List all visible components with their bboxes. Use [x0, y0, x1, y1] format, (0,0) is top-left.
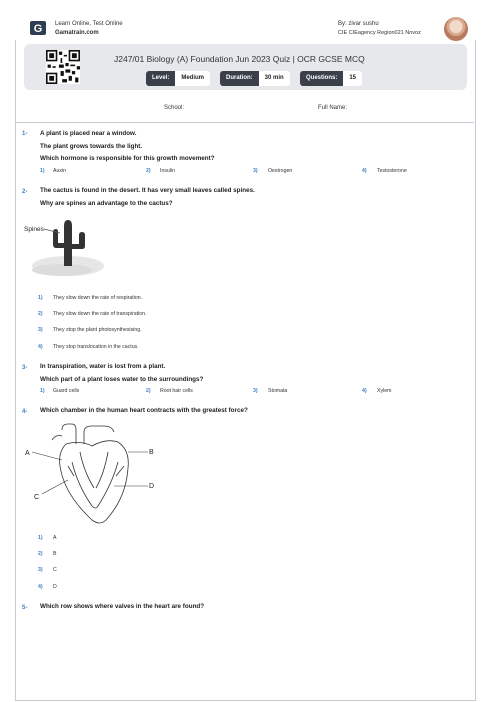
quiz-title: J247/01 Biology (A) Foundation Jun 2023 Quiz | OCR GCSE MCQ — [114, 54, 365, 64]
question-2-line-1: The cactus is found in the desert. It has very small leaves called spines. — [40, 187, 255, 194]
logo-letter: G — [33, 23, 43, 35]
question-3-line-2: Which part of a plant loses water to the surroundings? — [40, 376, 204, 383]
option-number[interactable]: 2) — [146, 168, 151, 174]
heart-label-d: D — [149, 483, 155, 490]
question-2-line-2: Why are spines an advantage to the cactus? — [40, 200, 173, 207]
option-number[interactable]: 3) — [253, 388, 258, 394]
option-text[interactable]: They slow down the rate of transpiration. — [53, 311, 147, 317]
option-text[interactable]: Insulin — [160, 168, 175, 174]
heart-diagram — [22, 422, 162, 526]
option-text[interactable]: They stop the plant photosynthesising. — [53, 327, 142, 333]
duration-label: Duration: — [220, 71, 259, 86]
option-text[interactable]: A — [53, 535, 57, 541]
option-text[interactable]: Auxin — [53, 168, 66, 174]
level-pill — [146, 71, 210, 86]
duration-pill — [220, 71, 290, 86]
option-number[interactable]: 3) — [38, 567, 43, 573]
level-value: Medium — [175, 71, 210, 86]
qr-code-icon — [46, 50, 80, 84]
option-number[interactable]: 3) — [38, 327, 43, 333]
option-number[interactable]: 1) — [38, 535, 43, 541]
option-text[interactable]: C — [53, 567, 57, 573]
option-text[interactable]: Testosterone — [377, 168, 407, 174]
option-text[interactable]: Root hair cells — [160, 388, 193, 394]
option-number[interactable]: 1) — [38, 295, 43, 301]
question-3-line-1: In transpiration, water is lost from a plant. — [40, 363, 166, 370]
option-number[interactable]: 4) — [362, 168, 367, 174]
spines-label: Spines — [24, 226, 44, 233]
school-label: School: — [164, 105, 185, 111]
level-label: Level: — [146, 71, 175, 86]
option-text[interactable]: Stomata — [268, 388, 288, 394]
option-number[interactable]: 1) — [40, 388, 45, 394]
cactus-figure — [22, 214, 114, 280]
question-number: 5- — [22, 605, 28, 611]
author-agency: CIE CIEagency Region021 Nnvoz — [338, 30, 421, 36]
option-text[interactable]: They stop translocation in the cactus. — [53, 344, 139, 350]
brand-site[interactable]: Gamatrain.com — [55, 30, 99, 36]
heart-label-b: B — [149, 449, 154, 456]
option-number[interactable]: 2) — [38, 551, 43, 557]
question-number: 1- — [22, 131, 28, 137]
questions-pill — [300, 71, 362, 86]
option-text[interactable]: Xylem — [377, 388, 392, 394]
questions-label: Questions: — [300, 71, 343, 86]
option-text[interactable]: Guard cells — [53, 388, 80, 394]
question-number: 2- — [22, 189, 28, 195]
page-frame — [15, 40, 476, 701]
full-name-label: Full Name: — [318, 105, 348, 111]
question-5-line-1: Which row shows where valves in the heart are found? — [40, 603, 205, 610]
gamatrain-logo — [30, 21, 46, 35]
option-text[interactable]: They slow down the rate of respiration. — [53, 295, 143, 301]
avatar — [444, 17, 468, 41]
option-text[interactable]: B — [53, 551, 57, 557]
divider — [15, 122, 474, 123]
question-number: 4- — [22, 409, 28, 415]
option-number[interactable]: 4) — [38, 344, 43, 350]
question-number: 3- — [22, 365, 28, 371]
brand-tagline: Learn Online, Test Online — [55, 21, 123, 27]
question-1-line-1: A plant is placed near a window. — [40, 130, 137, 137]
heart-label-c: C — [34, 494, 40, 501]
question-4-line-1: Which chamber in the human heart contracts with the greatest force? — [40, 407, 248, 414]
option-number[interactable]: 4) — [38, 584, 43, 590]
question-1-line-2: The plant grows towards the light. — [40, 143, 143, 150]
option-number[interactable]: 1) — [40, 168, 45, 174]
option-number[interactable]: 2) — [146, 388, 151, 394]
option-number[interactable]: 2) — [38, 311, 43, 317]
question-1-line-3: Which hormone is responsible for this growth movement? — [40, 155, 215, 162]
heart-label-a: A — [25, 450, 30, 457]
author-name: By: zivar sushu — [338, 21, 379, 27]
option-number[interactable]: 4) — [362, 388, 367, 394]
option-text[interactable]: D — [53, 584, 57, 590]
questions-value: 15 — [343, 71, 362, 86]
duration-value: 30 min — [259, 71, 290, 86]
option-text[interactable]: Oestrogen — [268, 168, 293, 174]
option-number[interactable]: 3) — [253, 168, 258, 174]
